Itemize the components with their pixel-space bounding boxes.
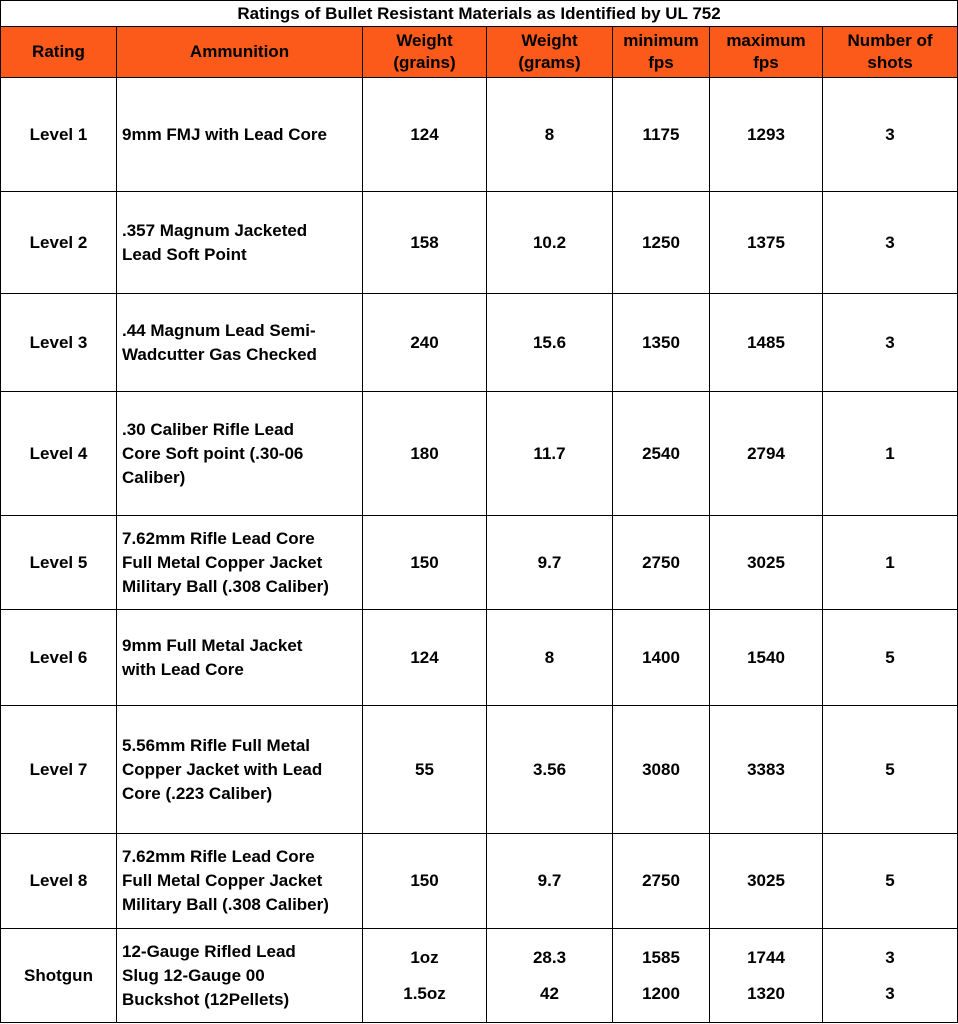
rating-cell: Level 8	[1, 834, 117, 929]
grams-cell: 9.7	[487, 516, 613, 610]
ammunition-cell	[117, 610, 363, 706]
shots-cell: 5	[823, 834, 958, 929]
ammo-line: .30 Caliber Rifle Lead	[122, 419, 294, 439]
grams-cell: 9.7	[487, 834, 613, 929]
grains-cell	[363, 929, 487, 1023]
grains-cell: 124	[363, 78, 487, 192]
header-maximum-fps	[710, 27, 823, 78]
rating-cell: Level 7	[1, 706, 117, 834]
grains-cell: 180	[363, 392, 487, 516]
min-fps-cell: 1400	[613, 610, 710, 706]
title-row	[1, 1, 958, 27]
grams-value: 42	[540, 983, 559, 1003]
ammo-line: Core (.223 Caliber)	[122, 783, 273, 803]
header-text: shots	[867, 53, 913, 72]
grams-cell: 3.56	[487, 706, 613, 834]
ammo-line: 12-Gauge Rifled Lead	[122, 941, 296, 961]
rating-cell: Level 3	[1, 294, 117, 392]
max-fps-cell: 1293	[710, 78, 823, 192]
ammo-line: Buckshot (12Pellets)	[122, 989, 290, 1009]
min-fps-cell: 2750	[613, 516, 710, 610]
ammo-line: .44 Magnum Lead Semi-	[122, 320, 316, 340]
grains-value: 1.5oz	[403, 983, 446, 1003]
grams-cell: 15.6	[487, 294, 613, 392]
grains-cell: 158	[363, 192, 487, 294]
shots-cell: 1	[823, 516, 958, 610]
min-fps-value: 1200	[642, 983, 680, 1003]
shots-value: 3	[885, 983, 895, 1003]
grains-cell: 240	[363, 294, 487, 392]
min-fps-cell: 2540	[613, 392, 710, 516]
grains-cell: 55	[363, 706, 487, 834]
ammo-line: .357 Magnum Jacketed	[122, 220, 308, 240]
grains-cell: 150	[363, 834, 487, 929]
ammo-line: Military Ball (.308 Caliber)	[122, 895, 329, 914]
header-minimum-fps	[613, 27, 710, 78]
table-title: Ratings of Bullet Resistant Materials as Identified by UL 752	[1, 1, 958, 27]
ammo-line: Slug 12-Gauge 00	[122, 965, 265, 985]
shots-value: 3	[885, 947, 895, 967]
header-weight-grams	[487, 27, 613, 78]
table-row	[1, 392, 958, 516]
table-row	[1, 610, 958, 706]
rating-cell: Level 4	[1, 392, 117, 516]
shots-cell: 3	[823, 294, 958, 392]
header-row	[1, 27, 958, 78]
header-text: (grams)	[518, 53, 581, 72]
ammo-line: 7.62mm Rifle Lead Core	[122, 528, 315, 548]
min-fps-cell: 2750	[613, 834, 710, 929]
header-text: Weight	[521, 31, 578, 50]
header-text: fps	[648, 53, 674, 72]
grams-value: 28.3	[532, 947, 567, 967]
ammo-line: 9mm Full Metal Jacket	[122, 635, 303, 655]
ammo-line: Copper Jacket with Lead	[122, 759, 323, 779]
ammunition-cell	[117, 706, 363, 834]
ammunition-cell	[117, 192, 363, 294]
ammo-line: Lead Soft Point	[122, 244, 247, 264]
max-fps-cell: 1375	[710, 192, 823, 294]
shots-cell: 5	[823, 706, 958, 834]
table-row	[1, 192, 958, 294]
grains-value: 1oz	[410, 947, 439, 967]
header-text: Number of	[847, 31, 933, 50]
shots-cell: 1	[823, 392, 958, 516]
table-row	[1, 834, 958, 929]
ammo-line: Military Ball (.308 Caliber)	[122, 576, 329, 596]
min-fps-cell: 1175	[613, 78, 710, 192]
rating-cell: Level 2	[1, 192, 117, 294]
grams-cell: 8	[487, 610, 613, 706]
header-text: Rating	[32, 42, 85, 61]
header-text: maximum	[726, 31, 806, 50]
ammo-line: 9mm FMJ with Lead Core	[122, 124, 327, 144]
table-row	[1, 78, 958, 192]
ammo-line: Full Metal Copper Jacket	[122, 871, 323, 890]
ammo-line: with Lead Core	[122, 659, 244, 679]
ammunition-cell	[117, 294, 363, 392]
header-ammunition	[117, 27, 363, 78]
ammo-line: 5.56mm Rifle Full Metal	[122, 735, 310, 755]
header-text: Ammunition	[189, 42, 290, 61]
ammunition-cell	[117, 516, 363, 610]
grams-cell	[487, 929, 613, 1023]
shots-cell: 3	[823, 78, 958, 192]
header-text: Weight	[396, 31, 453, 50]
header-text: minimum	[623, 31, 699, 50]
header-weight-grains	[363, 27, 487, 78]
rating-cell: Shotgun	[1, 929, 117, 1023]
grams-cell: 8	[487, 78, 613, 192]
ammo-line: 7.62mm Rifle Lead Core	[122, 847, 315, 866]
grains-cell: 124	[363, 610, 487, 706]
max-fps-cell: 1540	[710, 610, 823, 706]
table-row	[1, 706, 958, 834]
shots-cell	[823, 929, 958, 1023]
min-fps-cell: 1250	[613, 192, 710, 294]
min-fps-value: 1585	[642, 947, 680, 967]
shots-cell: 5	[823, 610, 958, 706]
header-rating	[1, 27, 117, 78]
shots-cell: 3	[823, 192, 958, 294]
grams-cell: 11.7	[487, 392, 613, 516]
ammunition-cell	[117, 929, 363, 1023]
max-fps-cell: 1485	[710, 294, 823, 392]
max-fps-value: 1320	[747, 983, 785, 1003]
min-fps-cell: 1350	[613, 294, 710, 392]
max-fps-cell: 3025	[710, 516, 823, 610]
rating-cell: Level 5	[1, 516, 117, 610]
rating-cell: Level 6	[1, 610, 117, 706]
max-fps-value: 1744	[747, 947, 785, 967]
table-row-shotgun	[1, 929, 958, 1023]
header-text: (grains)	[393, 53, 456, 72]
min-fps-cell: 3080	[613, 706, 710, 834]
grains-cell: 150	[363, 516, 487, 610]
ammunition-cell	[117, 834, 363, 929]
max-fps-cell: 2794	[710, 392, 823, 516]
ammo-line: Wadcutter Gas Checked	[122, 344, 317, 364]
max-fps-cell	[710, 929, 823, 1023]
ammo-line: Caliber)	[122, 467, 186, 487]
header-text: fps	[753, 53, 779, 72]
grams-cell: 10.2	[487, 192, 613, 294]
ammunition-cell	[117, 78, 363, 192]
max-fps-cell: 3383	[710, 706, 823, 834]
table-row	[1, 516, 958, 610]
header-number-of-shots	[823, 27, 958, 78]
min-fps-cell	[613, 929, 710, 1023]
rating-cell: Level 1	[1, 78, 117, 192]
table-row	[1, 294, 958, 392]
ammo-line: Full Metal Copper Jacket	[122, 552, 323, 572]
max-fps-cell: 3025	[710, 834, 823, 929]
ammo-line: Core Soft point (.30-06	[122, 443, 304, 463]
ammunition-cell	[117, 392, 363, 516]
